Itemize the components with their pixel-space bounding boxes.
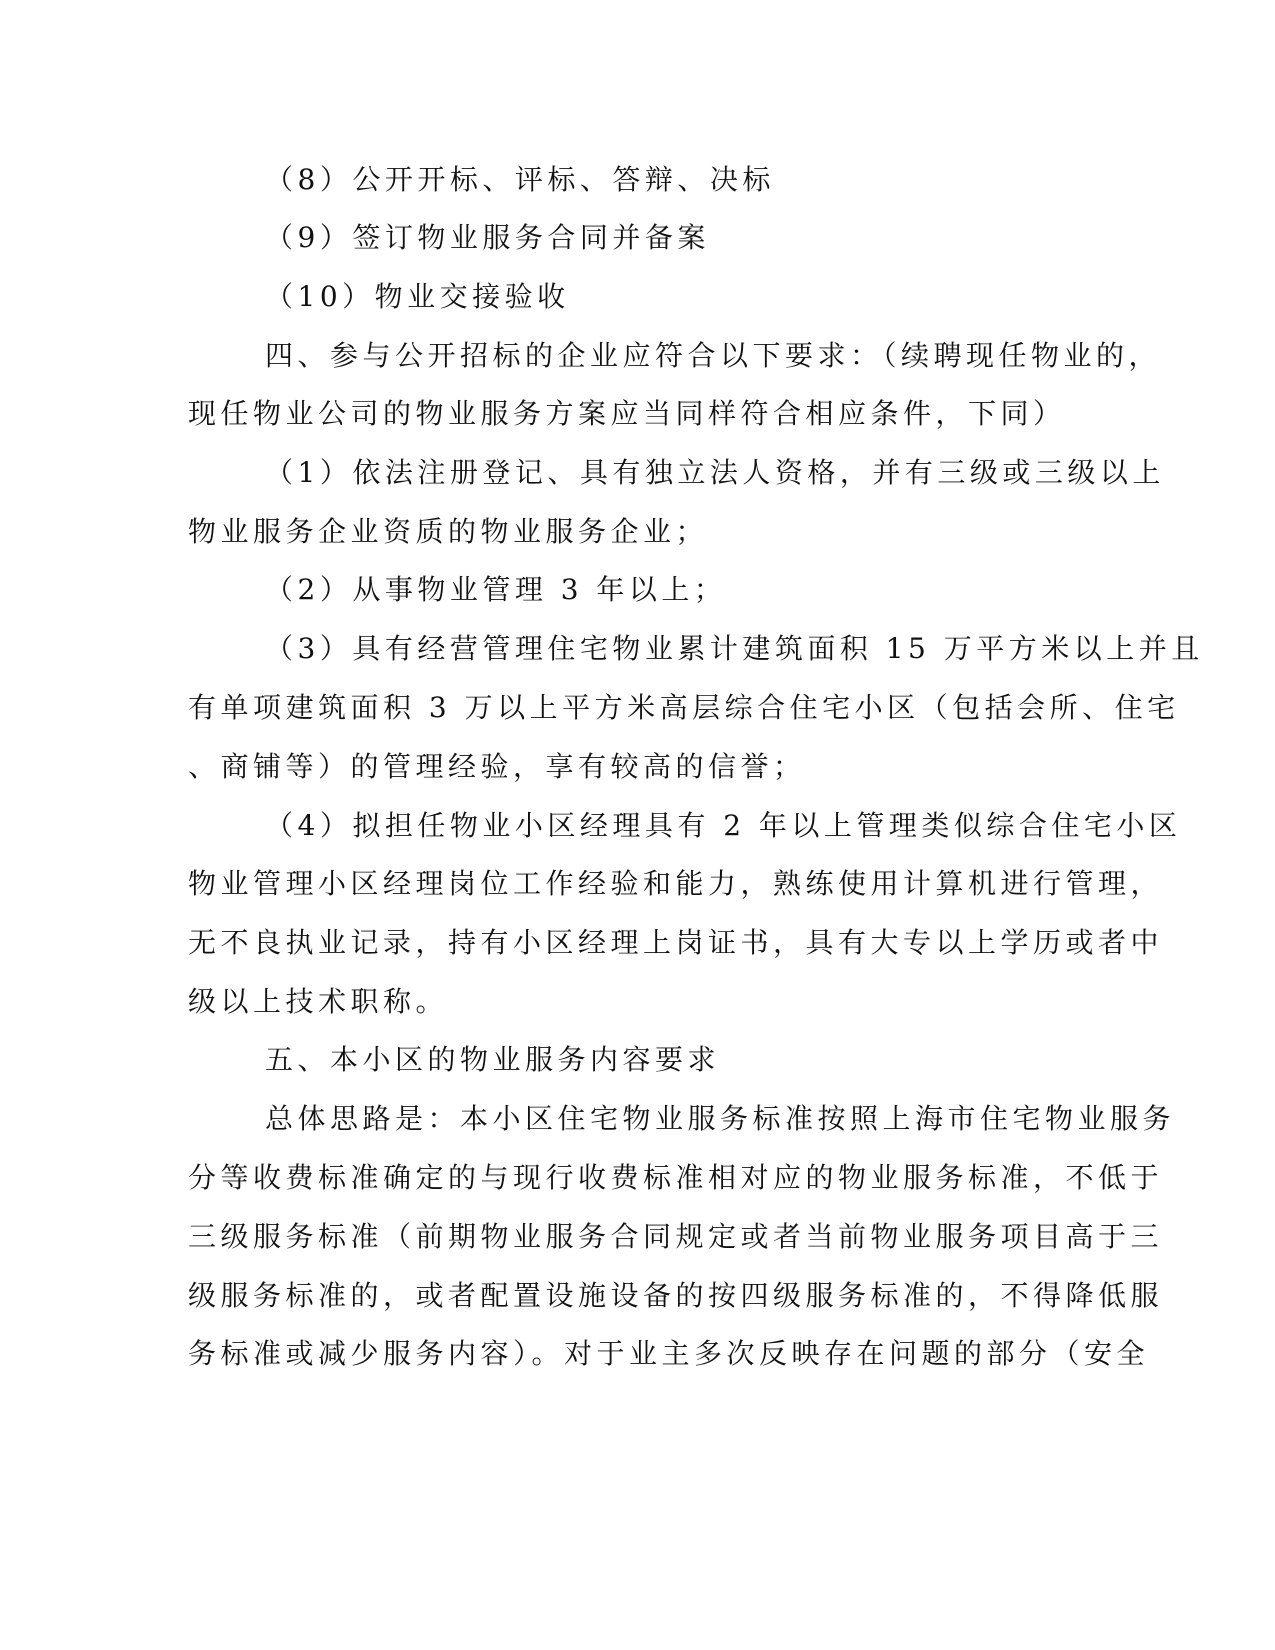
text-line-17: 总体思路是：本小区住宅物业服务标准按照上海市住宅物业服务 bbox=[265, 1102, 1176, 1135]
text-line-15: 级以上技术职称。 bbox=[188, 985, 449, 1018]
text-line-12: （4）拟担任物业小区经理具有 2 年以上管理类似综合住宅小区 bbox=[265, 809, 1182, 842]
text-line-14: 无不良执业记录，持有小区经理上岗证书，具有大专以上学历或者中 bbox=[188, 926, 1164, 959]
text-line-3: （10）物业交接验收 bbox=[265, 280, 570, 313]
text-line-7: 物业服务企业资质的物业服务企业； bbox=[188, 515, 709, 548]
text-line-9: （3）具有经营管理住宅物业累计建筑面积 15 万平方米以上并且 bbox=[265, 632, 1204, 665]
text-line-2: （9）签订物业服务合同并备案 bbox=[265, 221, 710, 254]
section-heading-5: 五、本小区的物业服务内容要求 bbox=[265, 1043, 721, 1076]
text-line-5: 现任物业公司的物业服务方案应当同样符合相应条件，下同） bbox=[188, 397, 1066, 430]
text-line-10: 有单项建筑面积 3 万以上平方米高层综合住宅小区（包括会所、住宅 bbox=[188, 691, 1180, 724]
text-line-8: （2）从事物业管理 3 年以上； bbox=[265, 573, 727, 606]
text-line-13: 物业管理小区经理岗位工作经验和能力，熟练使用计算机进行管理， bbox=[188, 867, 1164, 900]
text-line-20: 级服务标准的，或者配置设施设备的按四级服务标准的，不得降低服 bbox=[188, 1279, 1164, 1312]
text-line-1: （8）公开开标、评标、答辩、决标 bbox=[265, 163, 775, 196]
text-line-6: （1）依法注册登记、具有独立法人资格，并有三级或三级以上 bbox=[265, 456, 1165, 489]
text-line-11: 、商铺等）的管理经验，享有较高的信誉； bbox=[188, 750, 806, 783]
text-line-18: 分等收费标准确定的与现行收费标准相对应的物业服务标准，不低于 bbox=[188, 1161, 1164, 1194]
section-heading-4: 四、参与公开招标的企业应符合以下要求：（续聘现任物业的， bbox=[265, 339, 1162, 372]
text-line-21: 务标准或减少服务内容）。对于业主多次反映存在问题的部分（安全 bbox=[188, 1337, 1150, 1370]
text-line-19: 三级服务标准（前期物业服务合同规定或者当前物业服务项目高于三 bbox=[188, 1220, 1164, 1253]
